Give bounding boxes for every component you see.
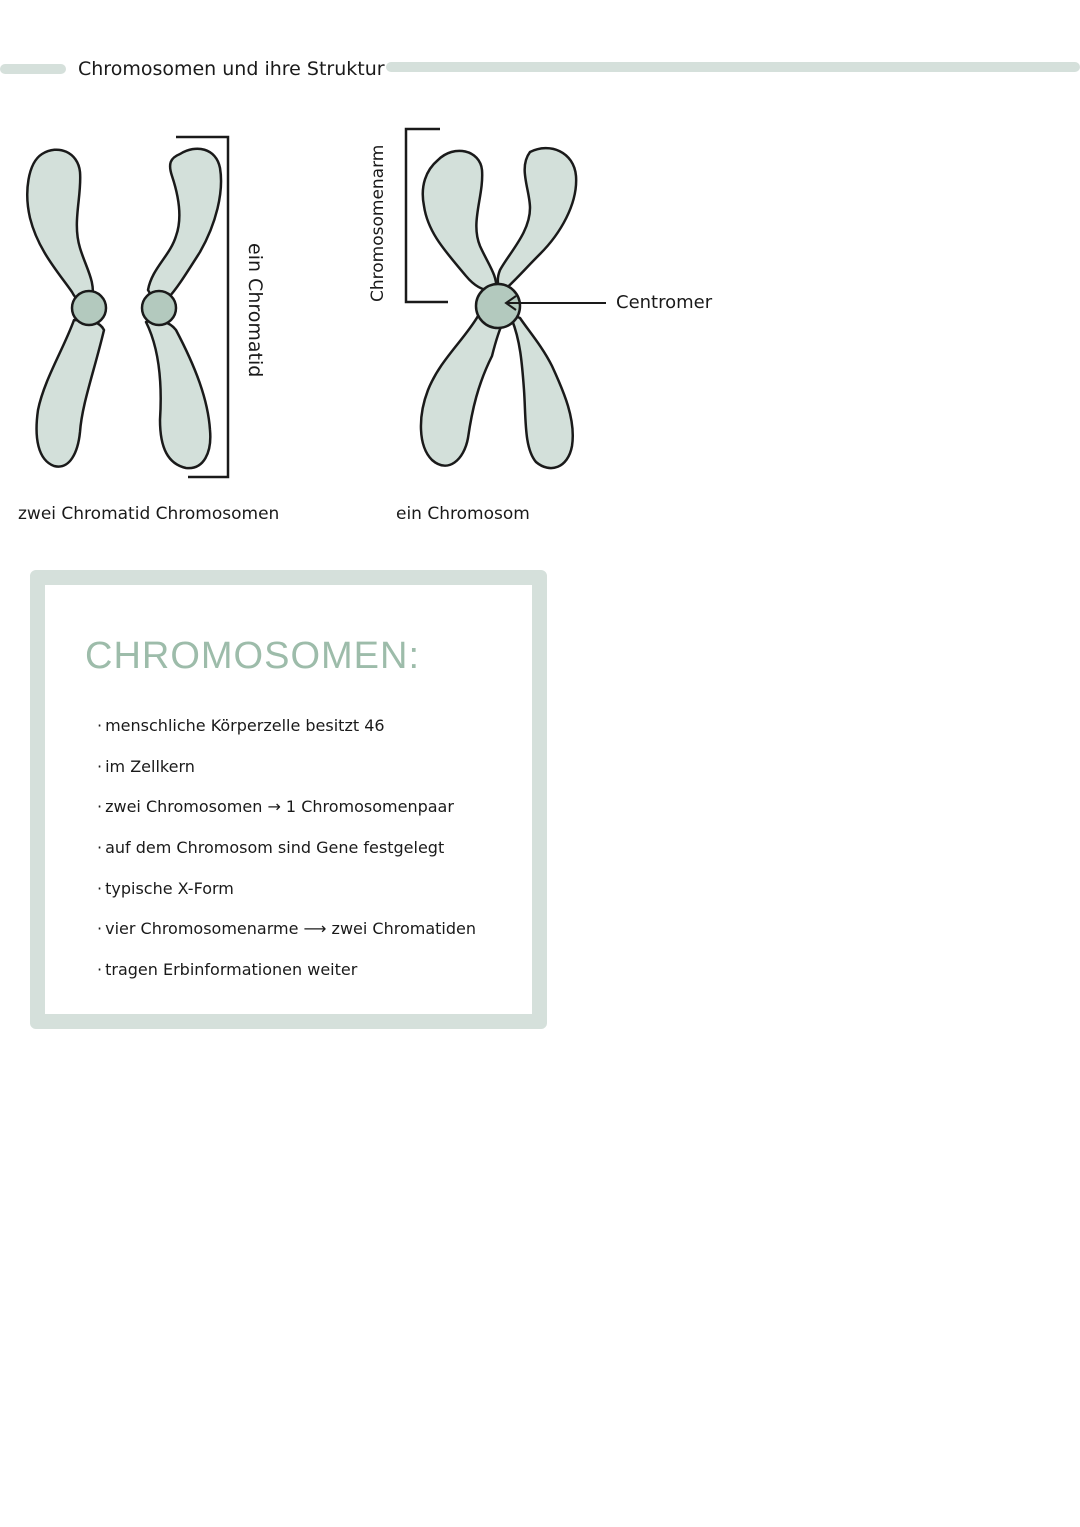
chromatid-left-1: [27, 150, 106, 467]
centromere-label: Centromer: [616, 292, 713, 313]
list-item: · menschliche Körperzelle besitzt 46: [97, 713, 476, 754]
list-item: · auf dem Chromosom sind Gene festgelegt: [97, 835, 476, 876]
arm-label: Chromosomenarm: [368, 144, 388, 302]
chromatid-label: ein Chromatid: [244, 243, 266, 378]
list-item: · im Zellkern: [97, 754, 476, 795]
list-item: · typische X-Form: [97, 876, 476, 917]
chromatid-left-2: [142, 149, 221, 468]
title-decor-right: [386, 62, 1080, 72]
list-item: · zwei Chromosomen → 1 Chromosomenpaar: [97, 794, 476, 835]
chromosome-x: [421, 148, 576, 468]
page-title: Chromosomen und ihre Struktur: [78, 58, 385, 80]
caption-one-chromosome: ein Chromosom: [396, 504, 530, 524]
info-list: [97, 713, 476, 998]
title-decor-left: [0, 64, 66, 74]
info-heading: CHROMOSOMEN:: [85, 635, 420, 677]
list-item: · tragen Erbinformationen weiter: [97, 957, 476, 998]
info-box: [30, 570, 547, 1029]
caption-two-chromatid: zwei Chromatid Chromosomen: [18, 504, 280, 524]
list-item: · vier Chromosomenarme ⟶ zwei Chromatiden: [97, 916, 476, 957]
